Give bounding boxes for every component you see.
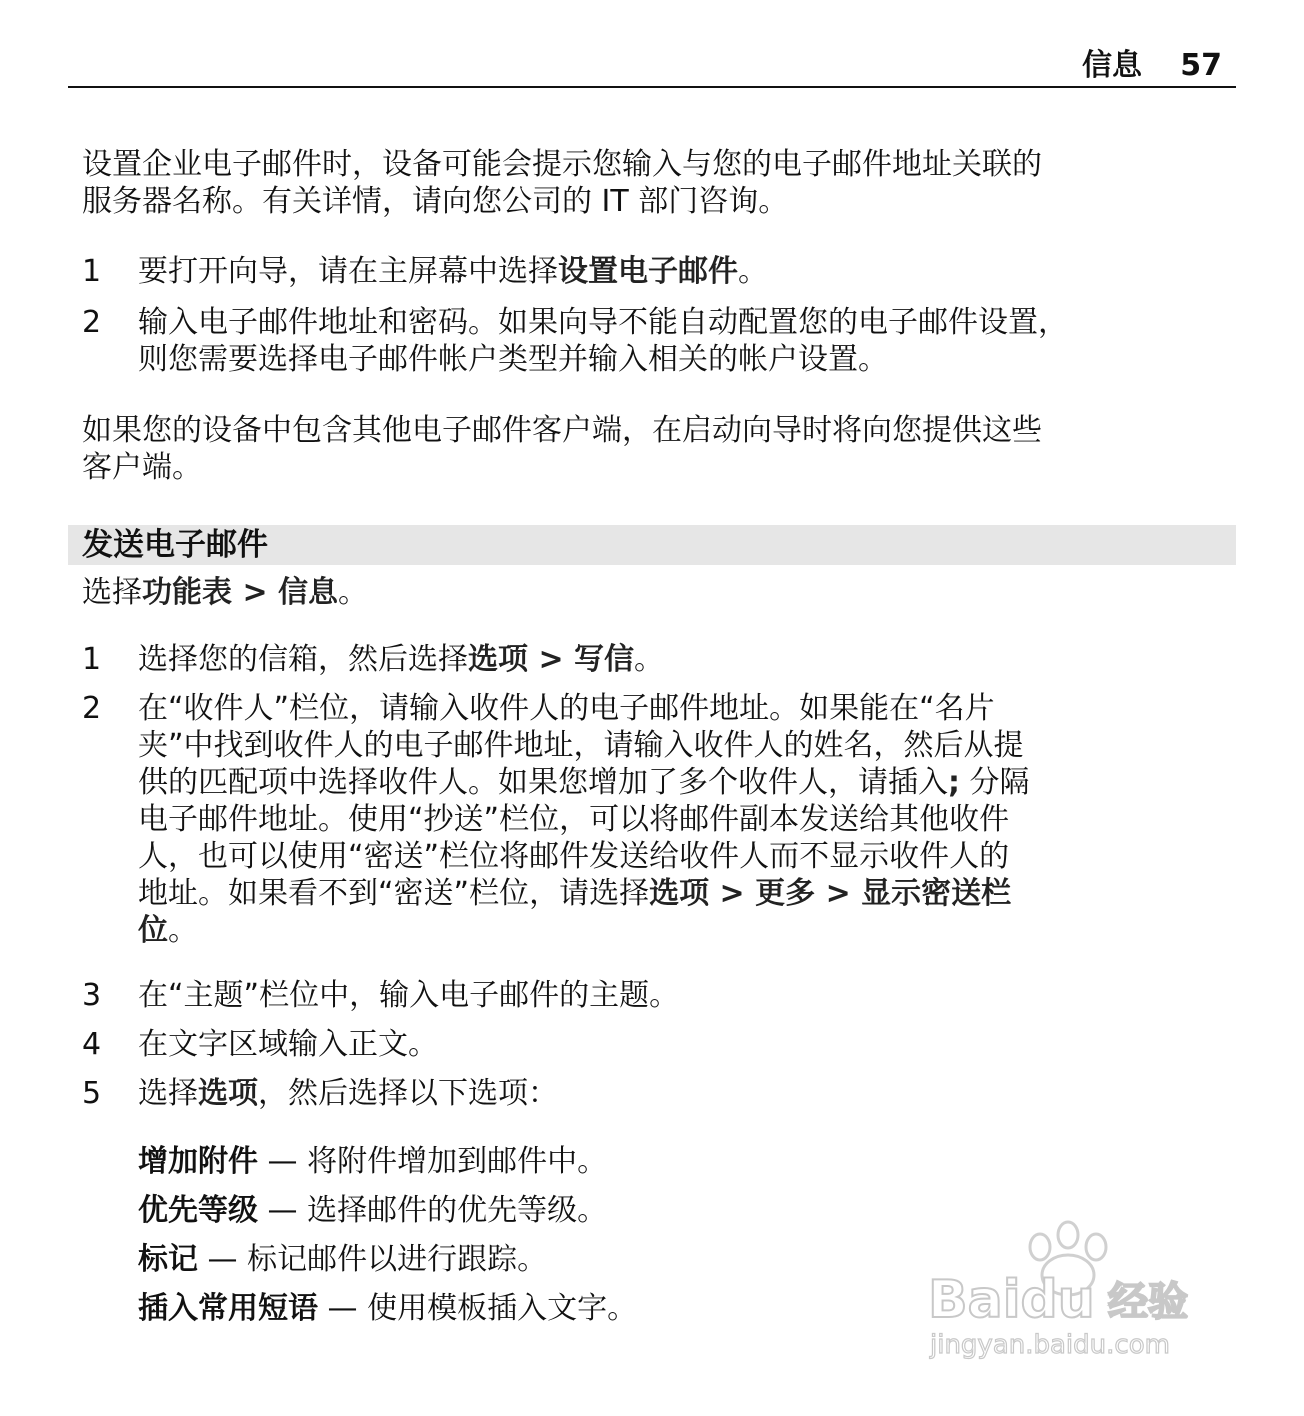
- ui-term: 信息: [278, 575, 339, 610]
- baidu-jingyan-watermark: [920, 1205, 1230, 1365]
- section-heading-bar: [68, 525, 1236, 565]
- step-number: 1: [82, 642, 102, 677]
- option-name: 增加附件: [138, 1144, 258, 1179]
- option-desc: — 使用模板插入文字。: [318, 1291, 638, 1326]
- ui-term: 功能表: [142, 575, 232, 610]
- option-item: [138, 1143, 607, 1180]
- option-name: 优先等级: [138, 1193, 258, 1228]
- ui-term: 选项: [198, 1076, 258, 1111]
- ui-term: 更多: [755, 876, 816, 911]
- intro-line-1: 设置企业电子邮件时，设备可能会提示您输入与您的电子邮件地址关联的: [82, 147, 1042, 182]
- header-title: 信息: [1082, 48, 1142, 83]
- page-number: 57: [1180, 48, 1222, 83]
- step-number: 2: [82, 305, 102, 340]
- step-text: 在“收件人”栏位，请输入收件人的电子邮件地址。如果能在“名片 夹”中找到收件人的电子邮件地址，请输入收件人的姓名，然后从提 供的匹配项中选择收件人。如果您增加了多个收件人，请插入; 分隔 电子邮件地址。使用“抄送”栏位，可以将邮件副本发送给其他收件 人，也可以使用“密送”栏位将邮件发送给收件人而不显示收件人的 地址。如果看不到“密送”栏位，请选择选项 > 更多 > 显示密送栏 位。: [138, 691, 1030, 948]
- ui-term: 显示密送栏: [861, 876, 1012, 911]
- step-text: 在文字区域输入正文。: [138, 1027, 438, 1062]
- step-text: 要打开向导，请在主屏幕中选择设置电子邮件。: [138, 254, 768, 289]
- step-number: 2: [82, 691, 102, 726]
- option-desc: — 选择邮件的优先等级。: [258, 1193, 608, 1228]
- page-header: [68, 48, 1236, 88]
- option-name: 插入常用短语: [138, 1291, 318, 1326]
- watermark-brand: [928, 1270, 1188, 1330]
- option-item: [138, 1290, 637, 1327]
- section-intro: 选择功能表 > 信息。: [82, 575, 369, 610]
- step-number: 4: [82, 1027, 102, 1062]
- note-line-1: 如果您的设备中包含其他电子邮件客户端，在启动向导时将向您提供这些: [82, 413, 1042, 448]
- intro-paragraph: [82, 146, 1227, 220]
- ui-term: 设置电子邮件: [558, 254, 738, 289]
- intro-line-2: 服务器名称。有关详情，请向您公司的 IT 部门咨询。: [82, 184, 789, 219]
- option-item: [138, 1241, 547, 1278]
- option-desc: — 将附件增加到邮件中。: [258, 1144, 608, 1179]
- watermark-url: jingyan.baidu.com: [930, 1330, 1170, 1360]
- ui-term: 选项: [468, 642, 528, 677]
- ui-term: 位: [138, 913, 168, 948]
- step-number: 5: [82, 1076, 102, 1111]
- step-text: 在“主题”栏位中，输入电子邮件的主题。: [138, 978, 680, 1013]
- svg-text:Baidu: Baidu: [928, 1270, 1095, 1330]
- svg-text:经验: 经验: [1108, 1279, 1188, 1325]
- step-text: 输入电子邮件地址和密码。如果向导不能自动配置您的电子邮件设置， 则您需要选择电子邮件帐户类型并输入相关的帐户设置。: [138, 305, 1068, 377]
- step-text: 选择您的信箱，然后选择选项 > 写信。: [138, 642, 665, 677]
- section-title: 发送电子邮件: [82, 527, 268, 563]
- option-item: [138, 1192, 607, 1229]
- ui-term: 选项: [649, 876, 710, 911]
- note-line-2: 客户端。: [82, 450, 202, 485]
- option-name: 标记: [138, 1242, 198, 1277]
- ui-term: 写信: [574, 642, 635, 677]
- step-number: 1: [82, 254, 102, 289]
- step-text: 选择选项，然后选择以下选项：: [138, 1076, 558, 1111]
- step-number: 3: [82, 978, 102, 1013]
- note-paragraph: [82, 412, 1227, 486]
- option-desc: — 标记邮件以进行跟踪。: [198, 1242, 548, 1277]
